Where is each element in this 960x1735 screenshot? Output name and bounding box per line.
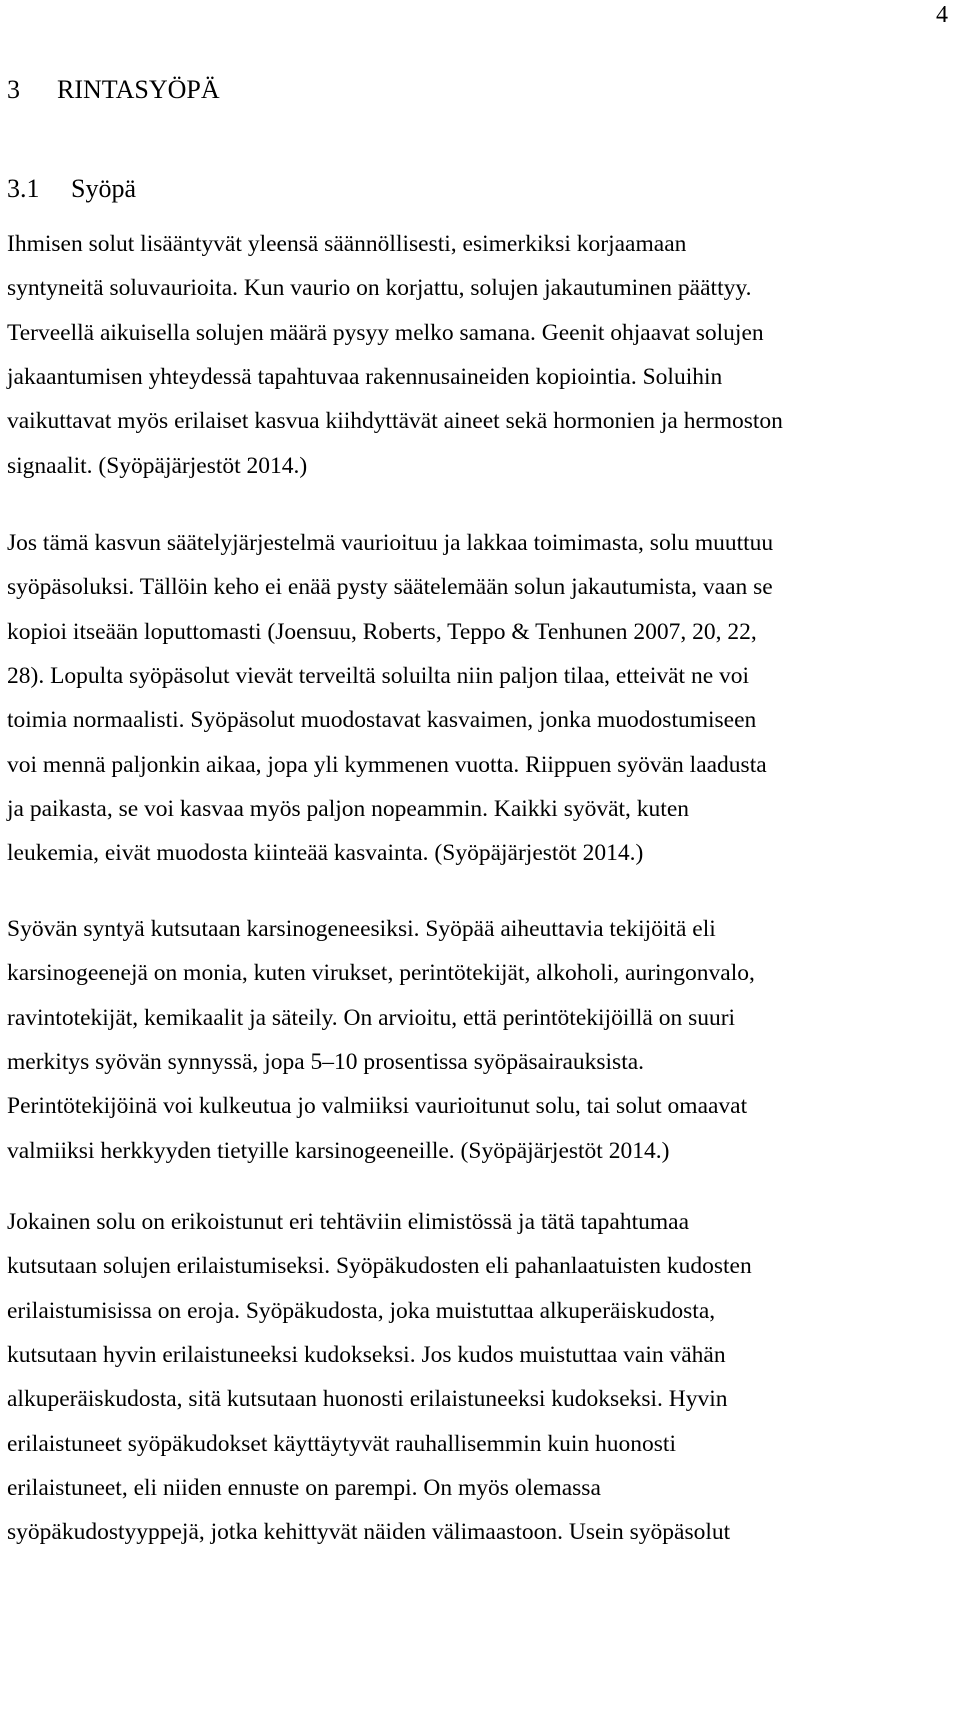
text-line: Perintötekijöinä voi kulkeutua jo valmiiksi vaurioitunut solu, tai solut omaavat [7, 1093, 748, 1120]
text-line: ja paikasta, se voi kasvaa myös paljon nopeammin. Kaikki syövät, kuten [7, 795, 690, 822]
text-line: Jokainen solu on erikoistunut eri tehtäviin elimistössä ja tätä tapahtumaa [7, 1209, 689, 1235]
text-line: kutsutaan solujen erilaistumiseksi. Syöpäkudosten eli pahanlaatuisten kudosten [7, 1253, 752, 1280]
text-line: toimia normaalisti. Syöpäsolut muodostavat kasvaimen, jonka muodostumiseen [7, 707, 757, 734]
text-line: Ihmisen solut lisääntyvät yleensä säännöllisesti, esimerkiksi korjaamaan [7, 231, 687, 257]
text-line: Jos tämä kasvun säätelyjärjestelmä vaurioituu ja lakkaa toimimasta, solu muuttuu [7, 530, 774, 556]
text-line: valmiiksi herkkyyden tietyille karsinogeeneille. (Syöpäjärjestöt 2014.) [7, 1137, 670, 1164]
text-line: ravintotekijät, kemikaalit ja säteily. On arvioitu, että perintötekijöillä on suuri [7, 1004, 736, 1031]
text-line: voi mennä paljonkin aikaa, jopa yli kymmenen vuotta. Riippuen syövän laadusta [7, 751, 767, 778]
text-line: erilaistumisissa on eroja. Syöpäkudosta, joka muistuttaa alkuperäiskudosta, [7, 1297, 716, 1324]
text-line: signaalit. (Syöpäjärjestöt 2014.) [7, 452, 308, 479]
text-line: erilaistuneet syöpäkudokset käyttäytyvät rauhallisemmin kuin huonosti [7, 1430, 676, 1457]
text-line: karsinogeenejä on monia, kuten virukset, perintötekijät, alkoholi, auringonvalo, [7, 960, 755, 987]
section-title: Syöpä [71, 174, 136, 203]
text-line: 28). Lopulta syöpäsolut vievät terveiltä soluilta niin paljon tilaa, etteivät ne voi [7, 662, 750, 689]
chapter-title: RINTASYÖPÄ [57, 75, 220, 104]
text-line: erilaistuneet, eli niiden ennuste on parempi. On myös olemassa [7, 1474, 601, 1501]
section-number: 3.1 [7, 174, 40, 203]
section-heading [7, 174, 136, 204]
chapter-number: 3 [7, 75, 20, 104]
text-line: jakaantumisen yhteydessä tapahtuvaa rakennusaineiden kopiointia. Soluihin [7, 363, 723, 390]
text-line: vaikuttavat myös erilaiset kasvua kiihdyttävät aineet sekä hormonien ja hermoston [7, 408, 783, 435]
text-line: leukemia, eivät muodosta kiinteää kasvainta. (Syöpäjärjestöt 2014.) [7, 840, 644, 867]
text-line: alkuperäiskudosta, sitä kutsutaan huonosti erilaistuneeksi kudokseksi. Hyvin [7, 1386, 728, 1413]
page-number: 4 [936, 2, 948, 28]
text-line: kopioi itseään loputtomasti (Joensuu, Roberts, Teppo & Tenhunen 2007, 20, 22, [7, 618, 757, 645]
text-line: Syövän syntyä kutsutaan karsinogeneesiksi. Syöpää aiheuttavia tekijöitä eli [7, 916, 716, 942]
text-line: kutsutaan hyvin erilaistuneeksi kudokseksi. Jos kudos muistuttaa vain vähän [7, 1341, 726, 1368]
text-line: syöpäsoluksi. Tällöin keho ei enää pysty säätelemään solun jakautumista, vaan se [7, 574, 773, 601]
text-line: merkitys syövän synnyssä, jopa 5–10 prosentissa syöpäsairauksista. [7, 1048, 645, 1075]
text-line: syöpäkudostyyppejä, jotka kehittyvät näiden välimaastoon. Usein syöpäsolut [7, 1519, 731, 1546]
text-line: syntyneitä soluvaurioita. Kun vaurio on korjattu, solujen jakautuminen päättyy. [7, 275, 752, 302]
chapter-heading [7, 75, 220, 105]
text-line: Terveellä aikuisella solujen määrä pysyy melko samana. Geenit ohjaavat solujen [7, 319, 764, 346]
